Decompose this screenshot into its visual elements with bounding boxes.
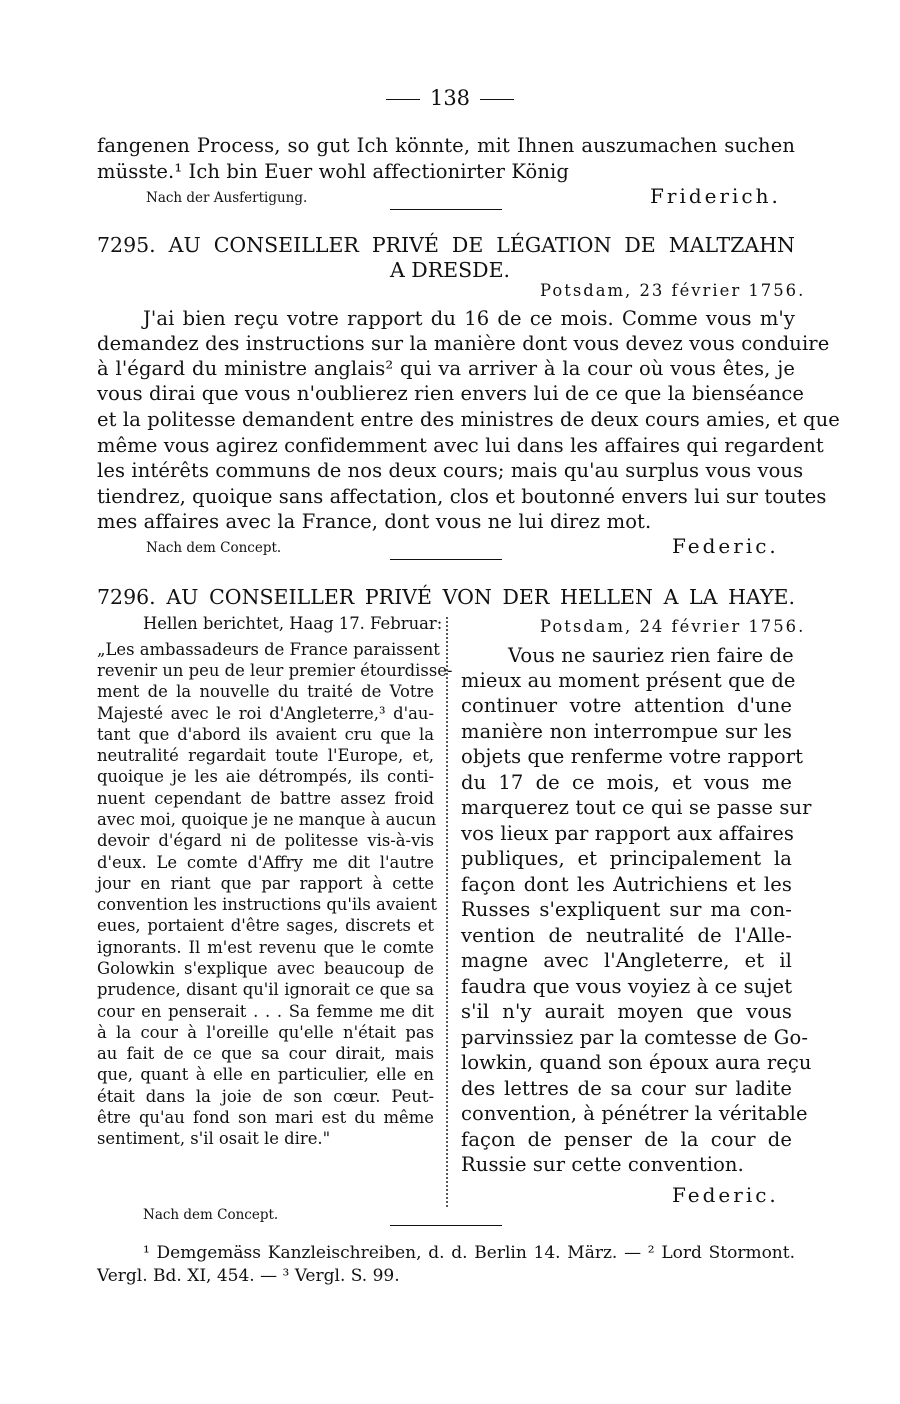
footnote-line-1: ¹ Demgemäss Kanzleischreiben, d. d. Berlin 14. März. — ² Lord Stormont. xyxy=(143,1243,795,1263)
reply-line: lowkin, quand son époux aura reçu xyxy=(461,1051,812,1074)
report-line: quoique je les aie détrompés, ils conti- xyxy=(97,767,434,786)
continuation-line-2: müsste.¹ Ich bin Euer wohl affectionirter König xyxy=(97,160,569,183)
report-line: convention les instructions qu'ils avaient xyxy=(97,895,437,914)
report-line: devoir d'égard ni de politesse vis-à-vis xyxy=(97,831,434,850)
footnote-line-2: Vergl. Bd. XI, 454. — ³ Vergl. S. 99. xyxy=(97,1266,400,1286)
report-line: au fait de ce que sa cour dirait, mais xyxy=(97,1044,434,1063)
report-line: à la cour à l'oreille qu'elle n'était pas xyxy=(97,1023,434,1042)
reply-line: mieux au moment présent que de xyxy=(461,669,796,692)
reply-line: des lettres de sa cour sur ladite xyxy=(461,1077,792,1100)
letter-heading: 7295. AU CONSEILLER PRIVÉ DE LÉGATION DE MALTZAHN xyxy=(97,233,795,257)
reply-line: vention de neutralité de l'Alle- xyxy=(461,924,792,947)
reply-line: continuer votre attention d'une xyxy=(461,694,792,717)
report-line: Golowkin s'explique avec beaucoup de xyxy=(97,959,434,978)
report-line: que, quant à elle en particulier, elle en xyxy=(97,1065,434,1084)
dateline: Potsdam, 23 février 1756. xyxy=(540,281,806,300)
letter-line: même vous agirez confidemment avec lui dans les affaires qui regardent xyxy=(97,434,824,457)
report-line: d'eux. Le comte d'Affry me dit l'autre xyxy=(97,853,434,872)
section-rule xyxy=(390,559,502,560)
letter-line: vous dirai que vous n'oublierez rien envers lui de ce que la bienséance xyxy=(97,382,805,405)
report-line: ignorants. Il m'est revenu que le comte xyxy=(97,938,434,957)
report-line: revenir un peu de leur premier étourdisse- xyxy=(97,661,453,680)
report-line: prudence, disant qu'il ignorait ce que sa xyxy=(97,980,434,999)
report-line: était dans la joie de son cœur. Peut- xyxy=(97,1087,434,1106)
reply-line: convention, à pénétrer la véritable xyxy=(461,1102,808,1125)
reply-line: Vous ne sauriez rien faire de xyxy=(508,644,794,667)
page-number-dash-left xyxy=(386,99,420,100)
letter-line: tiendrez, quoique sans affectation, clos et boutonné envers lui sur toutes xyxy=(97,485,827,508)
reply-line: manière non interrompue sur les xyxy=(461,720,792,743)
report-line: jour en riant que par rapport à cette xyxy=(97,874,434,893)
section-rule xyxy=(390,209,502,210)
reply-line: façon de penser de la cour de xyxy=(461,1128,792,1151)
reply-line: s'il n'y aurait moyen que vous xyxy=(461,1000,792,1023)
report-line: nuent cependant de battre assez froid xyxy=(97,789,434,808)
column-divider xyxy=(446,617,448,1207)
letter-line: J'ai bien reçu votre rapport du 16 de ce mois. Comme vous m'y xyxy=(143,307,795,330)
page-number-dash-right xyxy=(480,99,514,100)
report-line: tant que d'abord ils avaient cru que la xyxy=(97,725,434,744)
report-line: „Les ambassadeurs de France paraissent xyxy=(97,640,440,659)
signature: Federic. xyxy=(672,534,779,558)
letter-line: à l'égard du ministre anglais² qui va arriver à la cour où vous êtes, je xyxy=(97,357,795,380)
continuation-line-1: fangenen Process, so gut Ich könnte, mit Ihnen auszumachen suchen xyxy=(97,134,795,157)
reply-line: magne avec l'Angleterre, et il xyxy=(461,949,792,972)
source-note: Nach der Ausfertigung. xyxy=(146,190,308,206)
dateline: Potsdam, 24 février 1756. xyxy=(540,617,806,636)
source-note: Nach dem Concept. xyxy=(146,540,282,556)
reply-line: du 17 de ce mois, et vous me xyxy=(461,771,792,794)
signature: Federic. xyxy=(672,1183,779,1207)
source-note: Nach dem Concept. xyxy=(143,1207,279,1223)
report-line: ment de la nouvelle du traité de Votre xyxy=(97,682,434,701)
reply-line: parvinssiez par la comtesse de Go- xyxy=(461,1026,809,1049)
page-number-text: 138 xyxy=(429,86,471,110)
reply-line: faudra que vous voyiez à ce sujet xyxy=(461,975,793,998)
report-line: avec moi, quoique je ne manque à aucun xyxy=(97,810,437,829)
reply-line: publiques, et principalement la xyxy=(461,847,792,870)
letter-heading: 7296. AU CONSEILLER PRIVÉ VON DER HELLEN A LA HAYE. xyxy=(97,585,795,609)
report-line: neutralité regardait toute l'Europe, et, xyxy=(97,746,434,765)
reply-line: marquerez tout ce qui se passe sur xyxy=(461,796,812,819)
letter-line: mes affaires avec la France, dont vous ne lui direz mot. xyxy=(97,510,652,533)
report-line: Majesté avec le roi d'Angleterre,³ d'au- xyxy=(97,704,434,723)
reply-line: façon dont les Autrichiens et les xyxy=(461,873,792,896)
letter-line: les intérêts communs de nos deux cours; mais qu'au surplus vous vous xyxy=(97,459,804,482)
reply-line: Russes s'expliquent sur ma con- xyxy=(461,898,792,921)
report-line: être qu'au fond son mari est du même xyxy=(97,1108,434,1127)
letter-line: et la politesse demandent entre des ministres de deux cours amies, et que xyxy=(97,408,840,431)
report-line: sentiment, s'il osait le dire." xyxy=(97,1129,331,1148)
page-number xyxy=(0,86,900,110)
reply-line: objets que renferme votre rapport xyxy=(461,745,804,768)
footnote-rule xyxy=(390,1225,502,1226)
report-line: eues, portaient d'être sages, discrets et xyxy=(97,916,434,935)
report-line: Hellen berichtet, Haag 17. Februar: xyxy=(143,614,443,633)
letter-line: demandez des instructions sur la manière dont vous devez vous conduire xyxy=(97,332,830,355)
reply-line: vos lieux par rapport aux affaires xyxy=(461,822,794,845)
signature: Friderich. xyxy=(650,184,781,208)
report-line: cour en penserait . . . Sa femme me dit xyxy=(97,1002,434,1021)
reply-line: Russie sur cette convention. xyxy=(461,1153,744,1176)
letter-heading-place: A DRESDE. xyxy=(389,258,511,282)
